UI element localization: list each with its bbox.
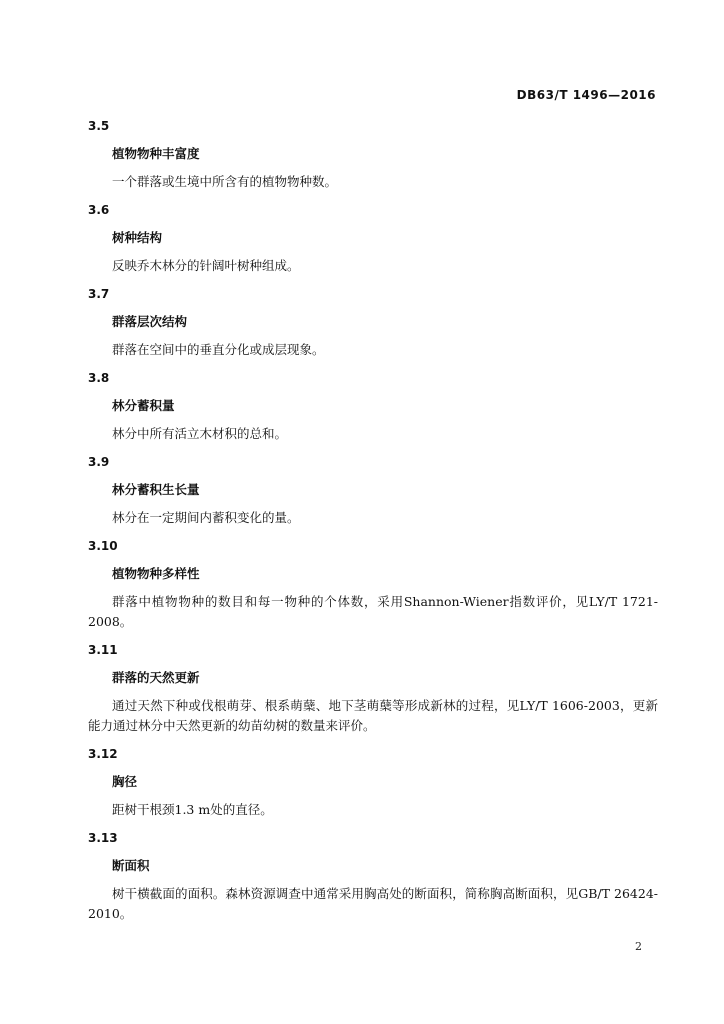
- term-entry: [88, 640, 658, 736]
- term-definition: 群落中植物物种的数目和每一物种的个体数，采用Shannon-Wiener指数评价，见LY/T 1721-2008。: [88, 594, 658, 629]
- term-definition: 一个群落或生境中所含有的植物物种数。: [112, 174, 338, 189]
- term-entry: [88, 744, 658, 820]
- term-number: 3.5: [88, 119, 110, 133]
- term-definition: 通过天然下种或伐根萌芽、根系萌蘖、地下茎萌蘖等形成新林的过程，见LY/T 1606-2003，更新能力通过林分中天然更新的幼苗幼树的数量来评价。: [88, 698, 658, 733]
- term-name: 林分蓄积生长量: [112, 482, 200, 497]
- term-number: 3.10: [88, 539, 118, 553]
- term-number: 3.8: [88, 371, 110, 385]
- term-number: 3.6: [88, 203, 110, 217]
- term-entry: [88, 828, 658, 924]
- term-entry: [88, 116, 658, 192]
- term-definition: 树干横截面的面积。森林资源调查中通常采用胸高处的断面积，简称胸高断面积，见GB/T 26424-2010。: [88, 886, 658, 921]
- term-definition: 反映乔木林分的针阔叶树种组成。: [112, 258, 300, 273]
- term-definition: 林分中所有活立木材积的总和。: [112, 426, 288, 441]
- term-entry: [88, 452, 658, 528]
- term-name: 树种结构: [112, 230, 163, 245]
- term-number: 3.9: [88, 455, 110, 469]
- term-name: 断面积: [112, 858, 150, 873]
- term-definition: 群落在空间中的垂直分化或成层现象。: [112, 342, 325, 357]
- term-number: 3.12: [88, 747, 118, 761]
- term-definition: 林分在一定期间内蓄积变化的量。: [112, 510, 300, 525]
- term-name: 群落的天然更新: [112, 670, 200, 685]
- document-code: DB63/T 1496—2016: [516, 88, 656, 102]
- term-entry: [88, 368, 658, 444]
- term-name: 群落层次结构: [112, 314, 188, 329]
- term-entry: [88, 284, 658, 360]
- term-number: 3.7: [88, 287, 110, 301]
- term-entry: [88, 536, 658, 632]
- term-entry: [88, 200, 658, 276]
- term-definition: 距树干根颈1.3 m处的直径。: [112, 802, 273, 817]
- terms-list: [88, 116, 658, 932]
- term-name: 林分蓄积量: [112, 398, 175, 413]
- term-number: 3.11: [88, 643, 118, 657]
- term-number: 3.13: [88, 831, 118, 845]
- page-number: 2: [635, 940, 642, 953]
- term-name: 胸径: [112, 774, 138, 789]
- term-name: 植物物种多样性: [112, 566, 200, 581]
- term-name: 植物物种丰富度: [112, 146, 200, 161]
